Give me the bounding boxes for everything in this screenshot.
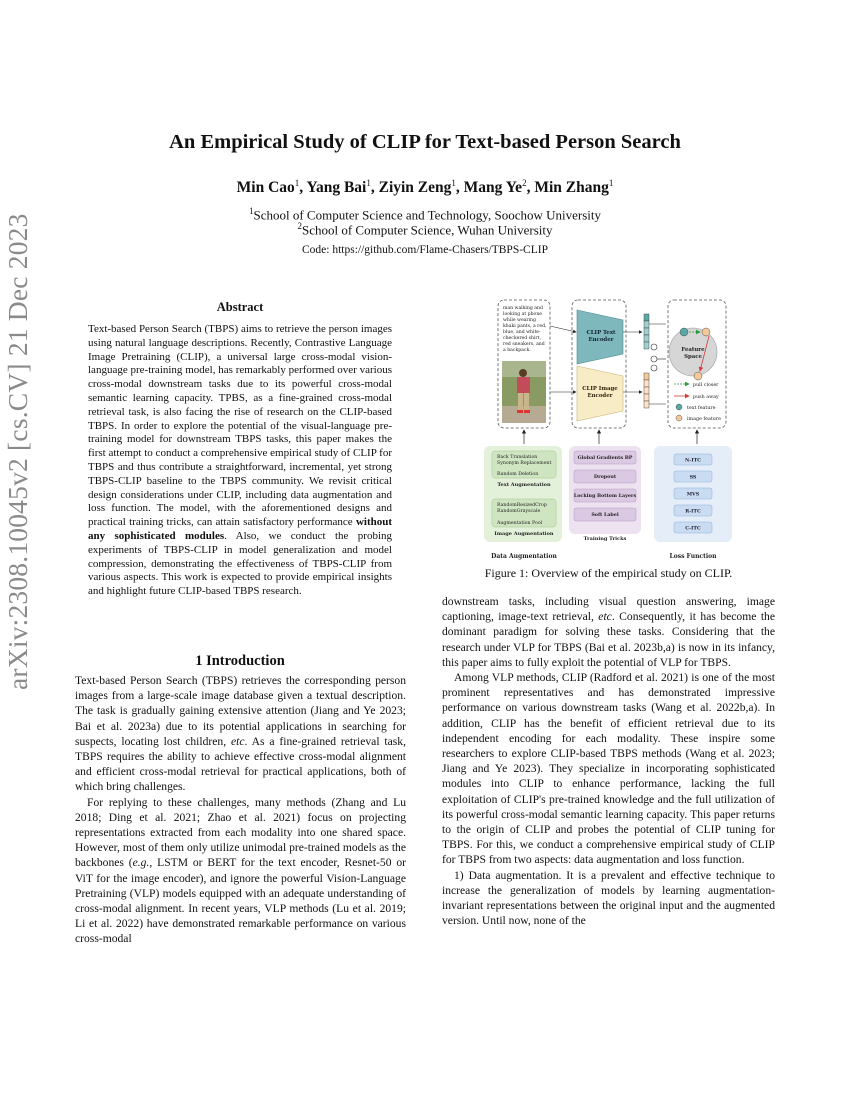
- loss-panel-label: Loss Function: [669, 553, 717, 560]
- legend-pull: pull closer: [693, 383, 719, 388]
- trick-item: Locking Bottom Layers: [573, 493, 637, 499]
- text-aug-item: Random Deletion: [497, 472, 539, 477]
- trick-item: Soft Label: [591, 512, 619, 518]
- paragraph: 1) Data augmentation. It is a prevalent and effective technique to increase the generalization of models by learning augmentation-invariant representations between the original input and the augmented version. Until now, none of the: [442, 868, 775, 928]
- text-aug-label: Text Augmentation: [497, 482, 551, 488]
- paragraph: Text-based Person Search (TBPS) retrieves the corresponding person images from a large-scale image database given a textual description. The task is gradually gaining extensive attention (Jiang and Ye 2023; Bai et al. 2023a) due to its potential applications in searching for suspects, locating lost children, etc. As a fine-grained retrieval task, TBPS requires the ability to achieve effective cross-modal alignment and efficient cross-modal retrieval for practical applications, both of which bring challenges.: [75, 674, 406, 794]
- image-aug-item: RandomResizedCrop: [497, 503, 547, 508]
- input-line: man walking and: [503, 306, 543, 311]
- tricks-panel-label: Training Tricks: [583, 536, 627, 542]
- paragraph: downstream tasks, including visual question answering, image captioning, image-text retrieval, etc. Consequently, it has become the dominant paradigm for solving these tasks. Considering that the research under VLP for TBPS (Bai et al. 2023b,a) is now in its infancy, this paper aims to fully exploit the potential of VLP for TBPS.: [442, 595, 776, 669]
- person-photo: [502, 361, 546, 423]
- author-list: [0, 178, 850, 197]
- figure-caption: Figure 1: Overview of the empirical study on CLIP.: [484, 566, 733, 580]
- author: Ziyin Zeng$^1$,: [378, 178, 464, 197]
- input-line: looking at phone: [503, 312, 542, 317]
- figure-overview: [478, 296, 748, 562]
- image-aug-item: RandomGrayscale: [497, 509, 541, 514]
- figure-diagram: [478, 296, 748, 562]
- input-line: a backpack.: [503, 348, 531, 353]
- author: Min Cao$^1$,: [236, 178, 307, 197]
- legend-push: push away: [693, 395, 719, 400]
- code-link[interactable]: Code: https://github.com/Flame-Chasers/TBPS-CLIP: [302, 244, 548, 256]
- author: Mang Ye$^2$,: [463, 178, 535, 197]
- text-aug-item: Synonym Replacement: [497, 461, 552, 466]
- legend-text-feature: text feature: [687, 406, 716, 411]
- paragraph: For replying to these challenges, many methods (Zhang and Lu 2018; Ding et al. 2021; Zhao et al. 2021) focus on projecting representations extracted from each modality into one shared space. However, most of them only utilize unimodal pre-trained models as the backbones (e.g., LSTM or BERT for the text encoder, Resnet-50 or ViT for the image encoder), and ignore the powerful Vision-Language Pretraining (VLP) models equipped with an adequate understanding of cross-modal alignment. In recent years, VLP methods (Lu et al. 2019; Li et al. 2022) have demonstrated remarkable performance on various cross-modal: [75, 795, 406, 946]
- loss-item: C-ITC: [685, 525, 701, 532]
- trick-item: Dropout: [593, 474, 617, 480]
- input-line: blue, and white-: [503, 330, 541, 335]
- feature-space-label: Feature: [681, 347, 705, 353]
- image-aug-label: Image Augmentation: [494, 531, 554, 537]
- image-aug-item: Augmentation Pool: [497, 521, 543, 526]
- paper-title: An Empirical Study of CLIP for Text-based Person Search: [169, 131, 681, 153]
- text-encoder-label: Encoder: [588, 337, 614, 343]
- input-line: while wearing: [503, 318, 536, 323]
- loss-item: MVS: [686, 491, 700, 498]
- image-encoder-label: CLIP Image: [582, 386, 618, 392]
- author: Yang Bai$^1$,: [306, 178, 379, 197]
- feature-space-label: Space: [684, 354, 702, 360]
- input-line: red sneakers, and: [503, 342, 545, 347]
- text-token-stack: [644, 314, 649, 349]
- introduction-body: [75, 673, 406, 947]
- section-heading-introduction: 1 Introduction: [195, 653, 285, 669]
- input-line: checkered shirt,: [503, 336, 541, 341]
- image-token-stack: [644, 373, 649, 408]
- text-aug-item: Back Translation: [497, 455, 538, 460]
- arxiv-stamp-text: arXiv:2308.10045v2 [cs.CV] 21 Dec 2023: [2, 213, 33, 690]
- data-aug-panel-label: Data Augmentation: [491, 553, 557, 560]
- abstract-body: Text-based Person Search (TBPS) aims to retrieve the person images using natural language descriptions. Recently, Contrastive Language Image Pretraining (CLIP), a universal large cross-modal vision-language pre-training model, has remarkably performed over various cross-modal downstream tasks due to its powerful cross-modal semantic learning capacity. TPBS, as a fine-grained cross-modal retrieval task, is also facing the rise of research on the CLIP-based TBPS. In order to explore the potential of the visual-language pre-training model for downstream TBPS tasks, this paper makes the first attempt to conduct a comprehensive empirical study of CLIP for TBPS and thus contribute a straightforward, incremental, yet strong TBPS-CLIP baseline to the TBPS community. We revisit critical design considerations under CLIP, including data augmentation and loss function. The model, with the aforementioned designs and practical training tricks, can attain satisfactory performance without any sophisticated modules. Also, we conduct the probing experiments of TBPS-CLIP in model generalization and model compression, demonstrating the effectiveness of TBPS-CLIP from various aspects. This work is expected to provide empirical insights and highlight future CLIP-based TBPS research.: [88, 323, 393, 598]
- abstract-heading: Abstract: [216, 300, 264, 314]
- text-encoder-label: CLIP Text: [586, 330, 616, 336]
- loss-item: SS: [689, 474, 697, 481]
- input-line: khaki pants, a red,: [503, 324, 547, 329]
- loss-item: R-ITC: [685, 508, 701, 515]
- image-encoder-label: Encoder: [587, 393, 613, 399]
- author: Min Zhang$^1$: [534, 178, 614, 197]
- right-column-body: [442, 594, 775, 928]
- loss-item: N-ITC: [684, 457, 702, 464]
- affiliation-1: $^1$School of Computer Science and Technology, Soochow University: [248, 206, 601, 223]
- paragraph: Among VLP methods, CLIP (Radford et al. 2021) is one of the most prominent representatives and has demonstrated impressive performance on various downstream tasks (Wang et al. 2022b,a). In addition, CLIP has the benefit of efficient retrieval due to its independent encoding for each modality. These inspire some researchers to explore CLIP-based TBPS methods (Wang et al. 2023; Jiang and Ye 2023). They specialize in incorporating sophisticated modules into CLIP to enhance performance, lacking the full exploitation of CLIP's pre-trained knowledge and the full utilization of its powerful cross-modal semantic learning capacity. This paper returns to the origin of CLIP and probes the potential of CLIP tuning for TBPS. For this, we conduct a comprehensive empirical study of CLIP for TBPS from two aspects: data augmentation and loss function.: [442, 671, 775, 867]
- trick-item: Global Gradients BP: [577, 455, 633, 461]
- affiliation-2: $^2$School of Computer Science, Wuhan University: [297, 221, 553, 238]
- legend-image-feature: image feature: [687, 417, 721, 422]
